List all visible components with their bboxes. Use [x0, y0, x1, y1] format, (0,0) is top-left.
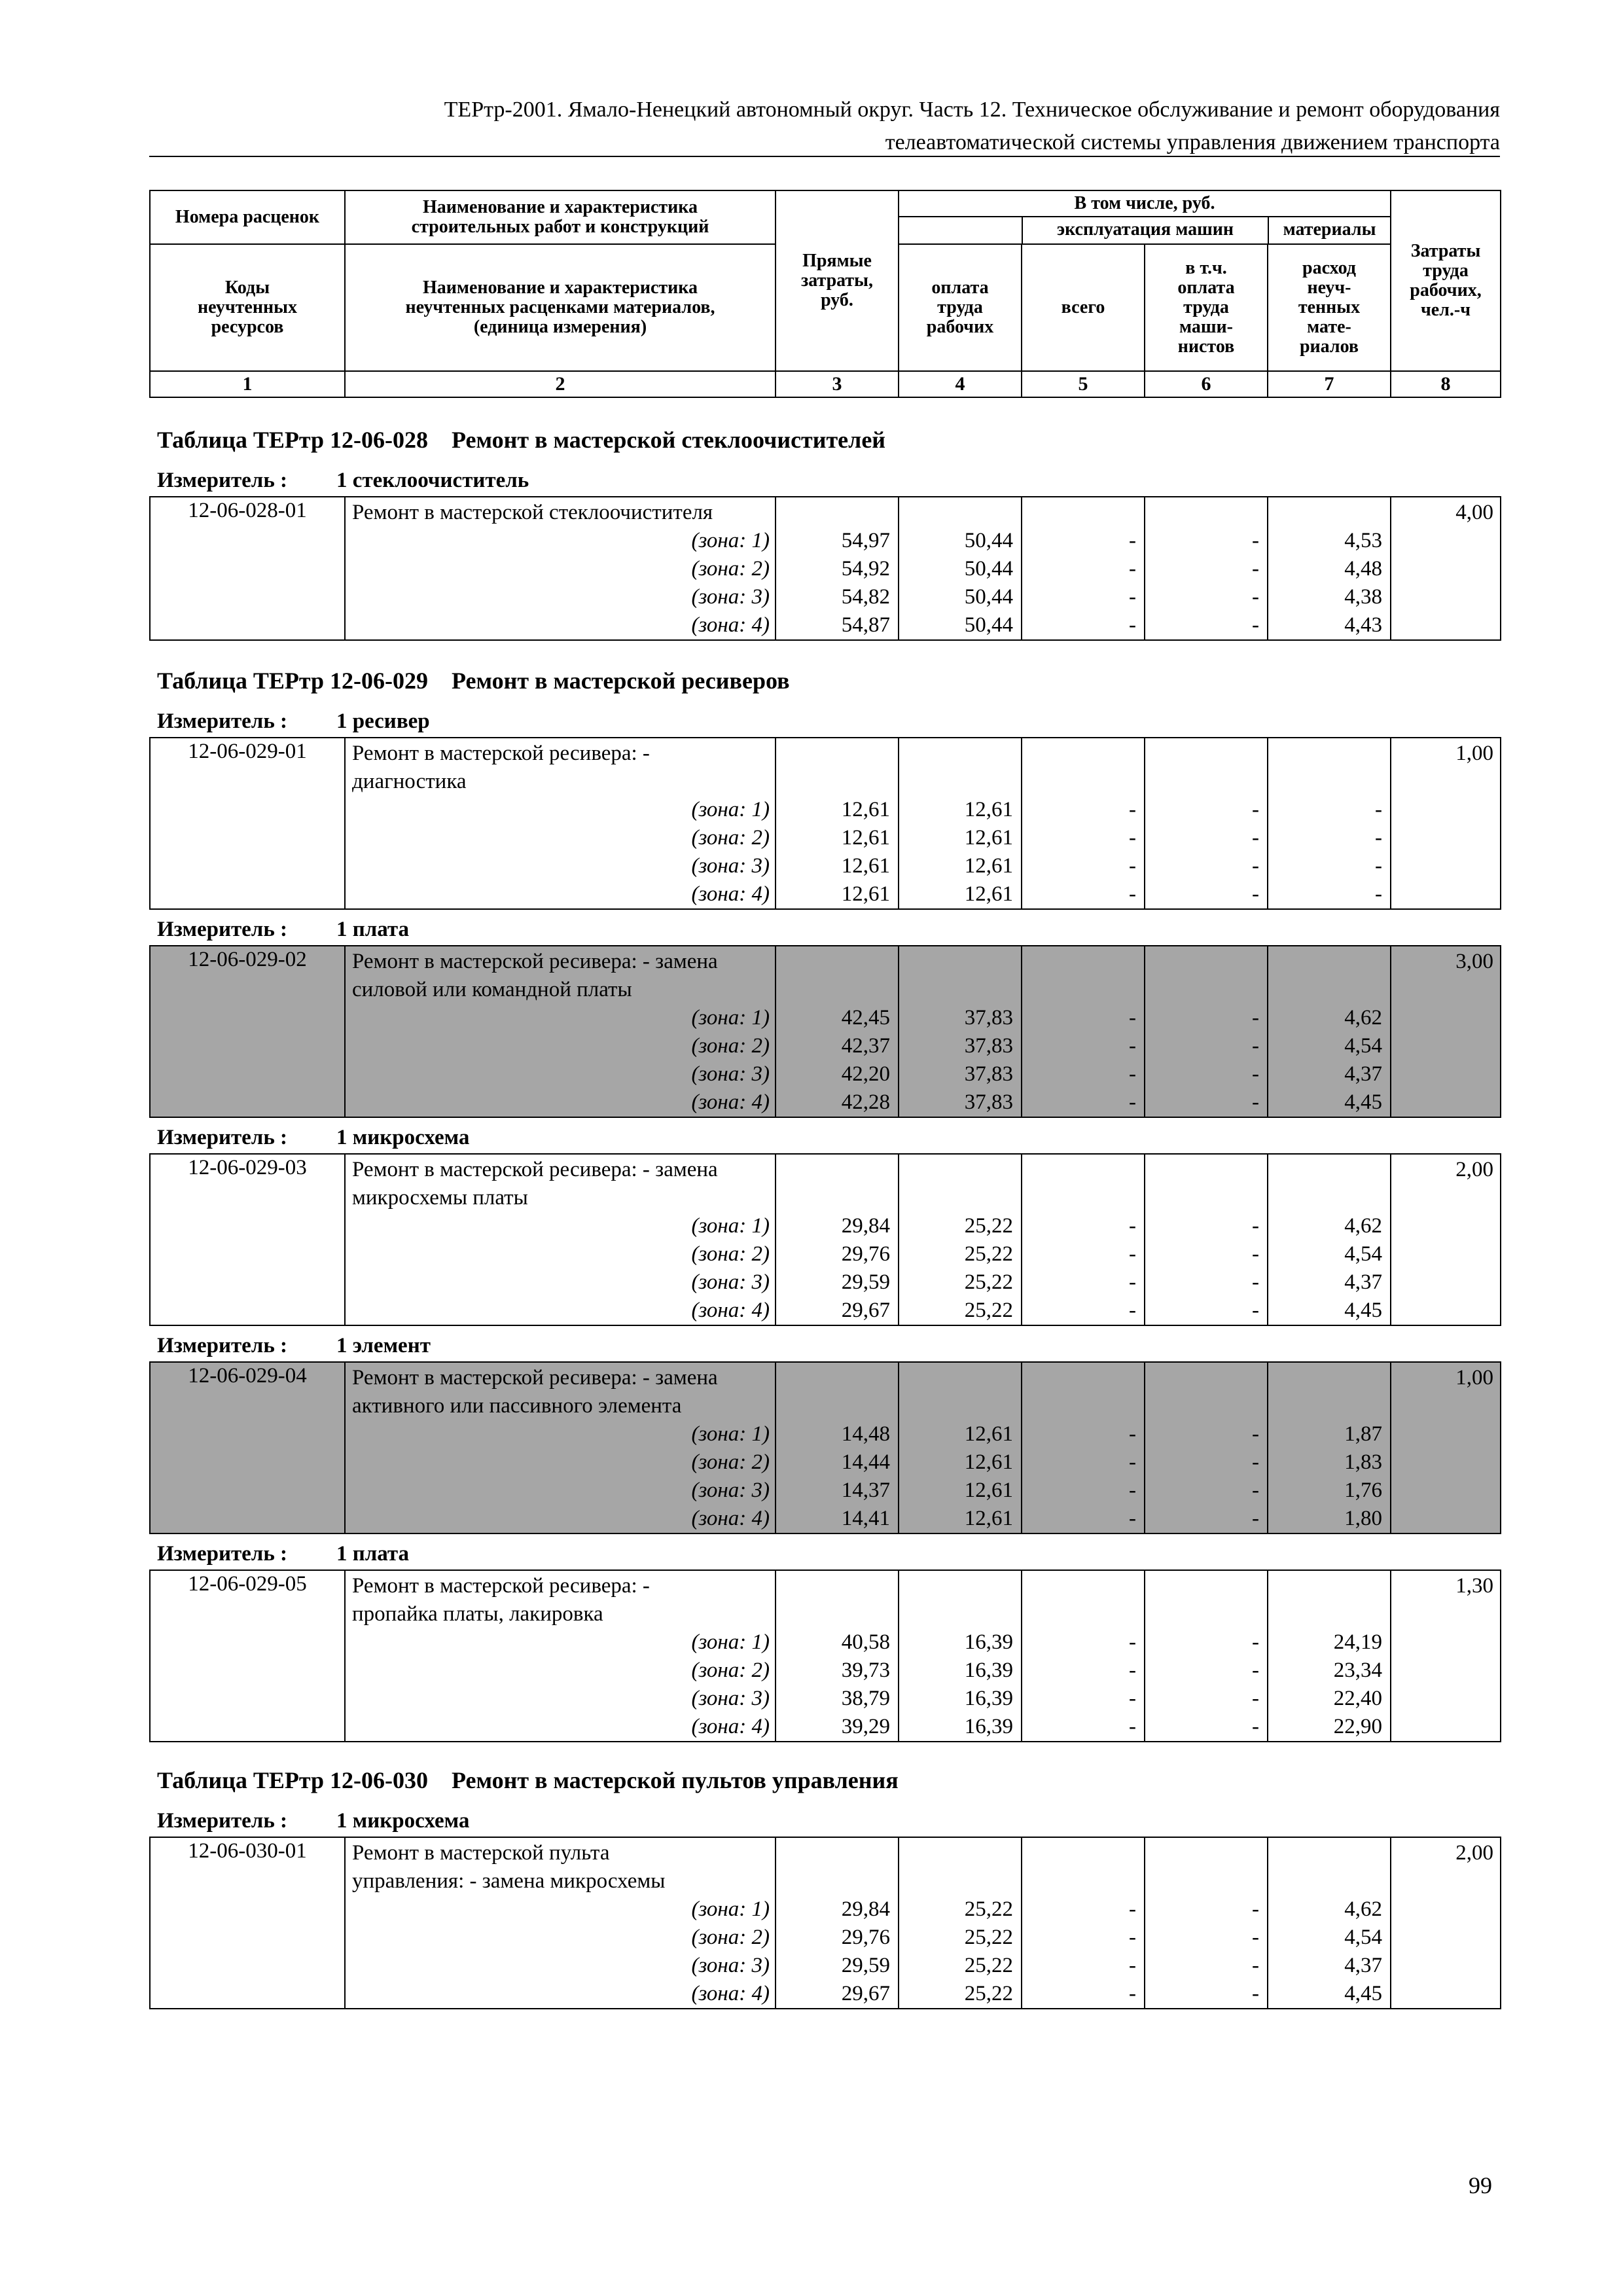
machinist-wage-cell: - - - - [1145, 1837, 1268, 2009]
rate-code: 12-06-029-04 [150, 1362, 345, 1534]
direct-costs-cell: 29,84 29,76 29,59 29,67 [776, 1837, 899, 2009]
direct-costs-cell: 54,97 54,92 54,82 54,87 [776, 497, 899, 640]
rate-name: Ремонт в мастерской ресивера: - замена микросхемы платы (зона: 1) (зона: 2) (зона: 3) (зона: 4) [345, 1154, 776, 1325]
labor-cell: 1,00 [1391, 1362, 1501, 1534]
rate-table-12-06-029-02 [149, 945, 1501, 1118]
rate-name: Ремонт в мастерской ресивера: - диагностика (зона: 1) (зона: 2) (зона: 3) (зона: 4) [345, 738, 776, 909]
wage-cell: 50,44 50,44 50,44 50,44 [899, 497, 1022, 640]
header-rule [149, 156, 1500, 157]
section-title: Таблица ТЕРтр 12-06-030 Ремонт в мастерской пультов управления [157, 1767, 899, 1793]
rate-code: 12-06-029-03 [150, 1154, 345, 1325]
direct-costs-cell: 29,84 29,76 29,59 29,67 [776, 1154, 899, 1325]
machinist-wage-cell: - - - - [1145, 1362, 1268, 1534]
section-title: Таблица ТЕРтр 12-06-028 Ремонт в мастерской стеклоочистителей [157, 427, 886, 453]
page-number: 99 [1469, 2172, 1492, 2198]
running-header-line-2: телеавтоматической системы управления движением транспорта [885, 130, 1500, 154]
rate-name: Ремонт в мастерской ресивера: - замена активного или пассивного элемента (зона: 1) (зона: 2) (зона: 3) (зона: 4) [345, 1362, 776, 1534]
rate-table-12-06-030-01 [149, 1837, 1501, 2009]
wage-cell: 16,39 16,39 16,39 16,39 [899, 1570, 1022, 1742]
labor-cell: 1,30 [1391, 1570, 1501, 1742]
col-machinist-wage-header: в т.ч. оплата труда маши- нистов [1145, 244, 1268, 371]
materials-cell: 4,53 4,48 4,38 4,43 [1268, 497, 1391, 640]
column-number: 5 [1022, 371, 1145, 397]
col-code-subheader: Коды неучтенных ресурсов [150, 244, 345, 371]
materials-cell: 4,62 4,54 4,37 4,45 [1268, 1837, 1391, 2009]
column-number: 6 [1145, 371, 1268, 397]
col-materials-unaccounted-header: расход неуч- тенных мате- риалов [1268, 244, 1391, 371]
column-number: 2 [345, 371, 776, 397]
column-number: 7 [1268, 371, 1391, 397]
direct-costs-cell: 12,61 12,61 12,61 12,61 [776, 738, 899, 909]
rate-table-12-06-029-03 [149, 1153, 1501, 1326]
measure-line: Измеритель : 1 стеклоочиститель [157, 469, 529, 492]
col-labor-header: Затраты труда рабочих, чел.-ч [1391, 190, 1501, 371]
wage-cell: 12,61 12,61 12,61 12,61 [899, 1362, 1022, 1534]
column-numbers-row [150, 371, 1501, 397]
column-header-table [149, 190, 1501, 398]
machines-cell: - - - - [1022, 1154, 1145, 1325]
machines-cell: - - - - [1022, 1570, 1145, 1742]
direct-costs-cell: 40,58 39,73 38,79 39,29 [776, 1570, 899, 1742]
direct-costs-cell: 14,48 14,44 14,37 14,41 [776, 1362, 899, 1534]
wage-cell: 12,61 12,61 12,61 12,61 [899, 738, 1022, 909]
rate-name: Ремонт в мастерской ресивера: - замена силовой или командной платы (зона: 1) (зона: 2) (зона: 3) (зона: 4) [345, 946, 776, 1117]
wage-cell: 25,22 25,22 25,22 25,22 [899, 1837, 1022, 2009]
measure-line: Измеритель : 1 элемент [157, 1334, 431, 1357]
materials-cell: 4,62 4,54 4,37 4,45 [1268, 946, 1391, 1117]
measure-line: Измеритель : 1 микросхема [157, 1809, 470, 1833]
materials-cell: 1,87 1,83 1,76 1,80 [1268, 1362, 1391, 1534]
machines-cell: - - - - [1022, 946, 1145, 1117]
col-materials-header: материалы [1268, 217, 1390, 243]
rate-table-12-06-029-01 [149, 737, 1501, 910]
column-number: 3 [776, 371, 899, 397]
rate-name: Ремонт в мастерской стеклоочистителя (зона: 1) (зона: 2) (зона: 3) (зона: 4) [345, 497, 776, 640]
col-machines-header: эксплуатация машин [1022, 217, 1268, 243]
col-direct-header: Прямые затраты, руб. [776, 190, 899, 371]
materials-cell: - - - - [1268, 738, 1391, 909]
rate-table-12-06-029-05 [149, 1570, 1501, 1742]
col-wage-header: оплата труда рабочих [899, 244, 1022, 371]
machines-cell: - - - - [1022, 497, 1145, 640]
column-number: 1 [150, 371, 345, 397]
measure-line: Измеритель : 1 плата [157, 918, 410, 941]
machinist-wage-cell: - - - - [1145, 1570, 1268, 1742]
machines-cell: - - - - [1022, 1837, 1145, 2009]
rate-table-12-06-028-01 [149, 496, 1501, 641]
rate-code: 12-06-029-01 [150, 738, 345, 909]
section-title: Таблица ТЕРтр 12-06-029 Ремонт в мастерской ресиверов [157, 668, 790, 694]
rate-name: Ремонт в мастерской ресивера: - пропайка платы, лакировка (зона: 1) (зона: 2) (зона: 3) (зона: 4) [345, 1570, 776, 1742]
col-name-header: Наименование и характеристика строительных работ и конструкций [345, 190, 776, 244]
column-number: 8 [1391, 371, 1501, 397]
labor-cell: 4,00 [1391, 497, 1501, 640]
col-included-header: В том числе, руб. эксплуатация машин материалы [899, 190, 1391, 244]
materials-cell: 24,19 23,34 22,40 22,90 [1268, 1570, 1391, 1742]
machinist-wage-cell: - - - - [1145, 946, 1268, 1117]
direct-costs-cell: 42,45 42,37 42,20 42,28 [776, 946, 899, 1117]
materials-cell: 4,62 4,54 4,37 4,45 [1268, 1154, 1391, 1325]
labor-cell: 2,00 [1391, 1837, 1501, 2009]
machinist-wage-cell: - - - - [1145, 738, 1268, 909]
measure-line: Измеритель : 1 ресивер [157, 709, 430, 733]
rate-code: 12-06-030-01 [150, 1837, 345, 2009]
column-number: 4 [899, 371, 1022, 397]
labor-cell: 1,00 [1391, 738, 1501, 909]
labor-cell: 2,00 [1391, 1154, 1501, 1325]
wage-cell: 25,22 25,22 25,22 25,22 [899, 1154, 1022, 1325]
col-code-header: Номера расценок [150, 190, 345, 244]
machinist-wage-cell: - - - - [1145, 497, 1268, 640]
labor-cell: 3,00 [1391, 946, 1501, 1117]
wage-cell: 37,83 37,83 37,83 37,83 [899, 946, 1022, 1117]
rate-table-12-06-029-04 [149, 1361, 1501, 1534]
running-header-line-1: ТЕРтр-2001. Ямало-Ненецкий автономный округ. Часть 12. Техническое обслуживание и ремонт оборудования [444, 98, 1500, 122]
measure-line: Измеритель : 1 микросхема [157, 1126, 470, 1149]
col-machines-total-header: всего [1022, 244, 1145, 371]
col-name-subheader: Наименование и характеристика неучтенных расценками материалов, (единица измерения) [345, 244, 776, 371]
rate-code: 12-06-028-01 [150, 497, 345, 640]
measure-line: Измеритель : 1 плата [157, 1542, 410, 1566]
machines-cell: - - - - [1022, 738, 1145, 909]
machinist-wage-cell: - - - - [1145, 1154, 1268, 1325]
rate-code: 12-06-029-05 [150, 1570, 345, 1742]
rate-name: Ремонт в мастерской пульта управления: - замена микросхемы (зона: 1) (зона: 2) (зона: 3) (зона: 4) [345, 1837, 776, 2009]
rate-code: 12-06-029-02 [150, 946, 345, 1117]
machines-cell: - - - - [1022, 1362, 1145, 1534]
